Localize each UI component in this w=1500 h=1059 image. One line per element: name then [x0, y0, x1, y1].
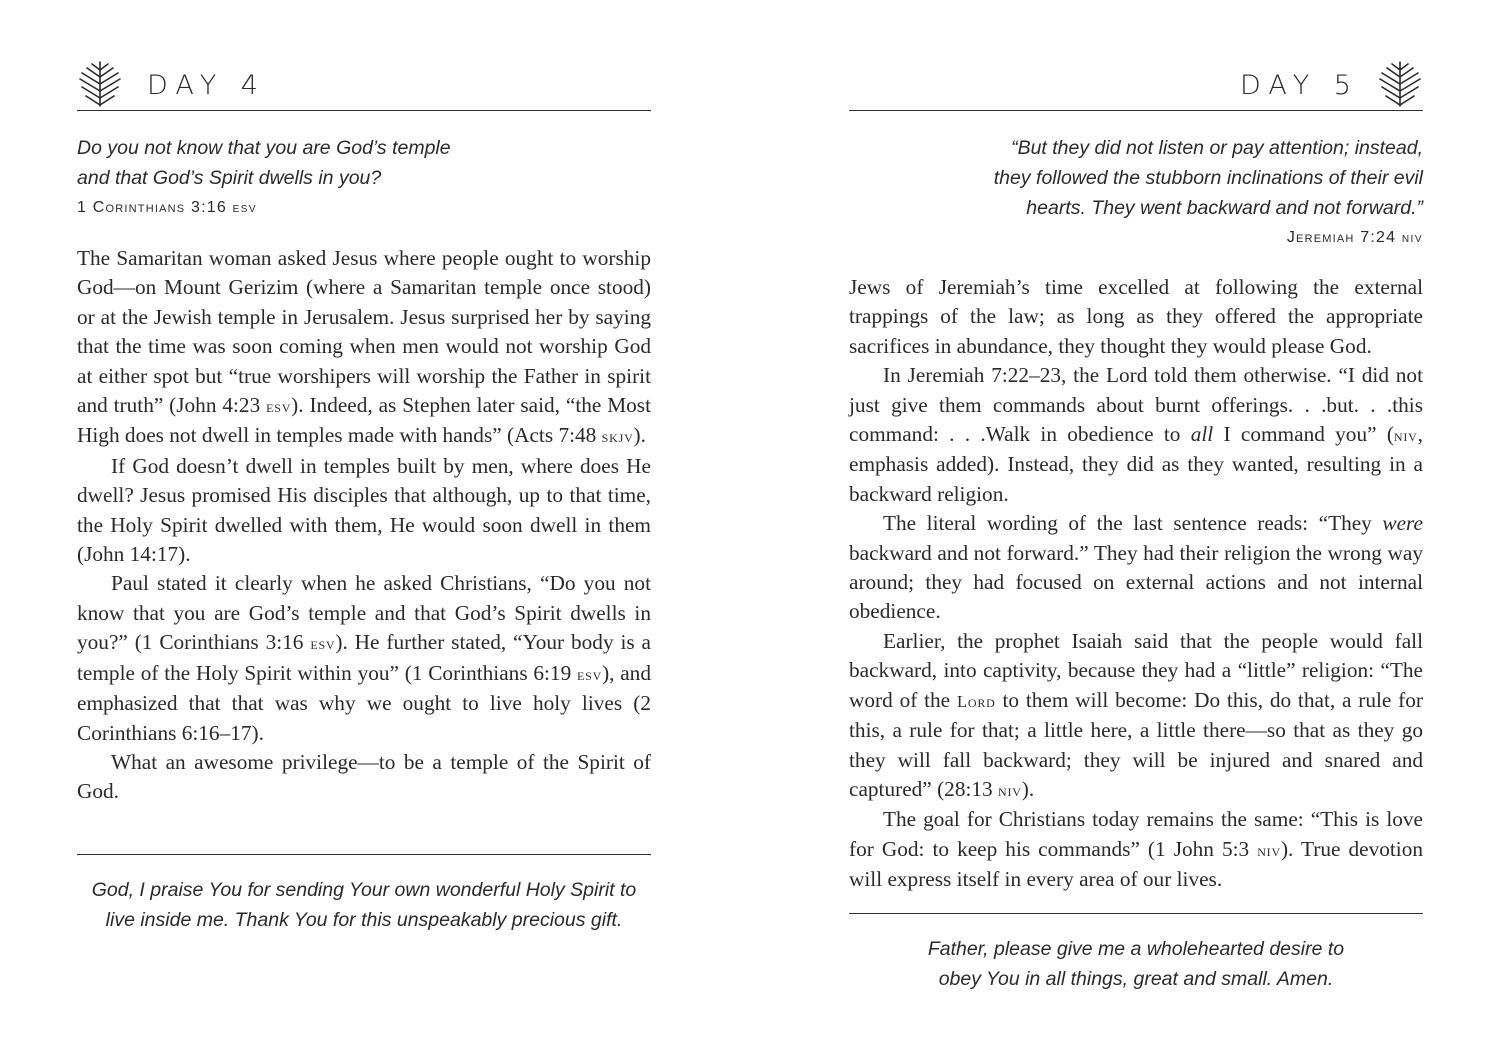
paragraph: If God doesn’t dwell in temples built by men, where does He dwell? Jesus promised His disciples that although, up to that time, the Holy Spirit dwelled with them, He would soon dwell in them (John 14:17). — [77, 453, 651, 567]
prayer — [849, 934, 1423, 994]
paragraph: Jews of Jeremiah’s time excelled at following the external trappings of the law; as long as they offered the appropriate sacrifices in abundance, they thought they would please God. — [849, 275, 1423, 358]
day-title: DAY 5 — [1240, 70, 1359, 101]
prayer-line: live inside me. Thank You for this unspeakably precious gift. — [105, 909, 623, 931]
prayer-line: obey You in all things, great and small. Amen. — [938, 968, 1334, 990]
devotional-body — [849, 273, 1423, 895]
verse-reference — [849, 223, 1423, 252]
leaf-icon — [1377, 60, 1423, 108]
day-header — [77, 60, 651, 111]
prayer-line: Father, please give me a wholehearted desire to — [927, 938, 1345, 960]
key-verse — [849, 133, 1423, 252]
paragraph: The Samaritan woman asked Jesus where people ought to worship God—on Mount Gerizim (where a Samaritan temple once stood) or at the Jewish temple in Jerusalem. Jesus surprised her by saying that the time was soon coming when men would not worship God at either spot but “true worshipers will worship the Father in spirit and truth” (John 4:23 esv). Indeed, as Stephen later said, “the Most High does not dwell in temples made with hands” (Acts 7:48 skjv). — [77, 246, 651, 448]
prayer — [77, 875, 651, 935]
verse-line: they followed the stubborn inclinations of their evil — [993, 167, 1423, 189]
paragraph: In Jeremiah 7:22–23, the Lord told them otherwise. “I did not just give them commands about burnt offerings. . .but. . .this command: . . .Walk in obedience to all I command you” (niv, emphasis added). Instead, they did as they wanted, resulting in a backward religion. — [849, 363, 1423, 506]
key-verse — [77, 133, 651, 222]
verse-reference-text: Jeremiah 7:24 — [1286, 229, 1397, 246]
paragraph: Earlier, the prophet Isaiah said that the people would fall backward, into captivity, because they had a “little” religion: “The word of the Lord to them will become: Do this, do that, a rule for this, a rule for that; a little here, a little there—so that as they go they will fall backward; they will be injured and snared and captured” (28:13 niv). — [849, 628, 1424, 801]
divider — [849, 913, 1423, 914]
divider — [77, 854, 651, 855]
verse-line: and that God’s Spirit dwells in you? — [77, 167, 382, 189]
verse-version: niv — [1401, 229, 1423, 245]
paragraph: What an awesome privilege—to be a temple of the Spirit of God. — [77, 749, 651, 804]
paragraph: The literal wording of the last sentence reads: “They were backward and not forward.” They had their religion the wrong way around; they had focused on external actions and not internal obedience. — [849, 511, 1423, 624]
verse-line: “But they did not listen or pay attention; instead, — [1011, 137, 1423, 159]
day-header — [849, 60, 1423, 111]
verse-reference-text: 1 Corinthians 3:16 — [77, 199, 227, 216]
verse-reference — [77, 193, 651, 222]
leaf-icon — [77, 60, 123, 108]
right-page — [849, 0, 1423, 1059]
paragraph: Paul stated it clearly when he asked Christians, “Do you not know that you are God’s temple and that God’s Spirit dwells in you?” (1 Corinthians 3:16 esv). He further stated, “Your body is a temple of the Holy Spirit within you” (1 Corinthians 6:19 esv), and emphasized that that was why we ought to live holy lives (2 Corinthians 6:16–17). — [77, 571, 651, 745]
paragraph: The goal for Christians today remains the same: “This is love for God: to keep his commands” (1 John 5:3 niv). True devotion will express itself in every area of our lives. — [849, 807, 1424, 892]
prayer-line: God, I praise You for sending Your own wonderful Holy Spirit to — [91, 879, 637, 901]
verse-line: hearts. They went backward and not forward.” — [1026, 197, 1423, 219]
devotional-body — [77, 244, 651, 807]
verse-line: Do you not know that you are God’s temple — [77, 137, 451, 159]
verse-version: esv — [232, 199, 258, 215]
day-title: DAY 4 — [147, 70, 266, 101]
left-page — [77, 0, 651, 1059]
